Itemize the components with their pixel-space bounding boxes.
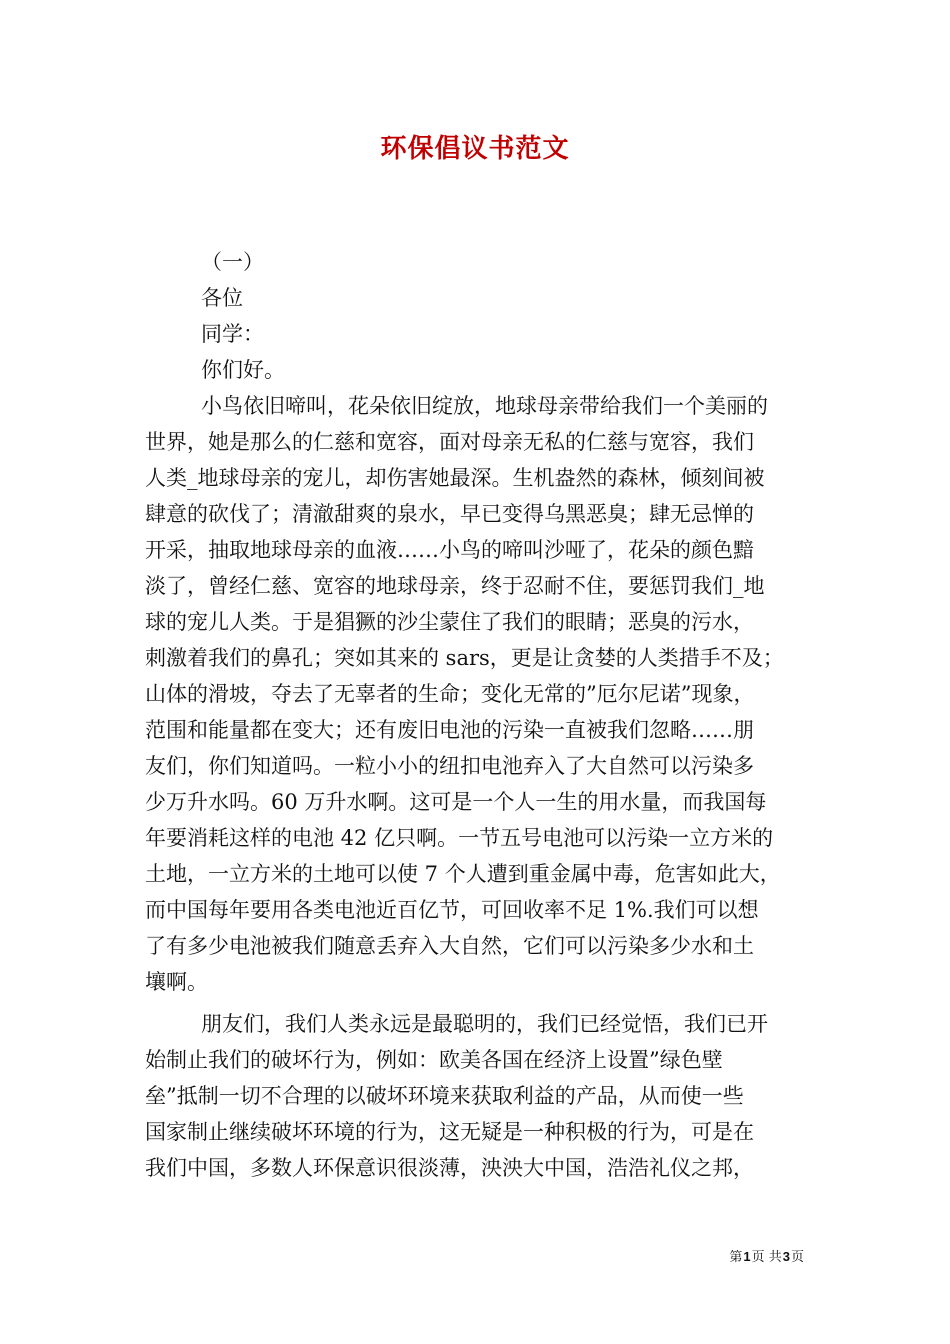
footer-suffix: 页 [790, 1250, 804, 1265]
paragraph-line: 年要消耗这样的电池 42 亿只啊。一节五号电池可以污染一立方米的 [145, 826, 774, 850]
paragraph-line: 我们中国，多数人环保意识很淡薄，泱泱大中国，浩浩礼仪之邦， [145, 1156, 754, 1180]
footer-middle: 页 共 [751, 1250, 782, 1265]
footer-prefix: 第 [729, 1250, 743, 1265]
page-footer [729, 1246, 804, 1265]
paragraph-line: 淡了，曾经仁慈、宽容的地球母亲，终于忍耐不住，要惩罚我们_地 [145, 574, 765, 598]
salutation-line-1: 各位 [201, 286, 243, 310]
document-title: 环保倡议书范文 [380, 134, 570, 164]
total-pages-number: 3 [782, 1249, 790, 1264]
paragraph-line: 友们，你们知道吗。一粒小小的纽扣电池弃入了大自然可以污染多 [145, 754, 754, 778]
paragraph-line: 土地，一立方米的土地可以使 7 个人遭到重金属中毒，危害如此大， [145, 862, 781, 886]
paragraph-line: 范围和能量都在变大；还有废旧电池的污染一直被我们忽略……朋 [145, 718, 754, 742]
paragraph-line: 壤啊。 [145, 970, 208, 994]
paragraph-line: 球的宠儿人类。于是猖獗的沙尘蒙住了我们的眼睛；恶臭的污水， [145, 610, 754, 634]
paragraph-line: 而中国每年要用各类电池近百亿节，可回收率不足 1%.我们可以想 [145, 898, 759, 922]
paragraph-line: 刺激着我们的鼻孔；突如其来的 sars，更是让贪婪的人类措手不及； [145, 646, 784, 670]
paragraph-line: 人类_地球母亲的宠儿，却伤害她最深。生机盎然的森林，倾刻间被 [145, 466, 765, 490]
greeting-line: 你们好。 [201, 358, 285, 382]
paragraph-line: 始制止我们的破坏行为，例如：欧美各国在经济上设置”绿色壁 [145, 1048, 723, 1072]
paragraph-1 [145, 388, 810, 1000]
paragraph-2 [145, 1006, 810, 1186]
document-body [145, 244, 810, 1186]
paragraph-line: 山体的滑坡，夺去了无辜者的生命；变化无常的”厄尔尼诺”现象， [145, 682, 755, 706]
paragraph-line: 国家制止继续破坏环境的行为，这无疑是一种积极的行为，可是在 [145, 1120, 754, 1144]
salutation-line-2: 同学： [201, 322, 264, 346]
paragraph-line: 朋友们，我们人类永远是最聪明的，我们已经觉悟，我们已开 [201, 1012, 768, 1036]
paragraph-line: 肆意的砍伐了；清澈甜爽的泉水，早已变得乌黑恶臭；肆无忌惮的 [145, 502, 754, 526]
paragraph-line: 小鸟依旧啼叫，花朵依旧绽放，地球母亲带给我们一个美丽的 [201, 394, 768, 418]
paragraph-line: 世界，她是那么的仁慈和宽容，面对母亲无私的仁慈与宽容，我们 [145, 430, 754, 454]
current-page-number: 1 [743, 1249, 751, 1264]
paragraph-line: 开采，抽取地球母亲的血液……小鸟的啼叫沙哑了，花朵的颜色黯 [145, 538, 754, 562]
section-mark: （一） [201, 250, 264, 274]
paragraph-line: 垒”抵制一切不合理的以破坏环境来获取利益的产品，从而使一些 [145, 1084, 744, 1108]
paragraph-line: 了有多少电池被我们随意丢弃入大自然，它们可以污染多少水和土 [145, 934, 754, 958]
paragraph-line: 少万升水吗。60 万升水啊。这可是一个人一生的用水量，而我国每 [145, 790, 767, 814]
